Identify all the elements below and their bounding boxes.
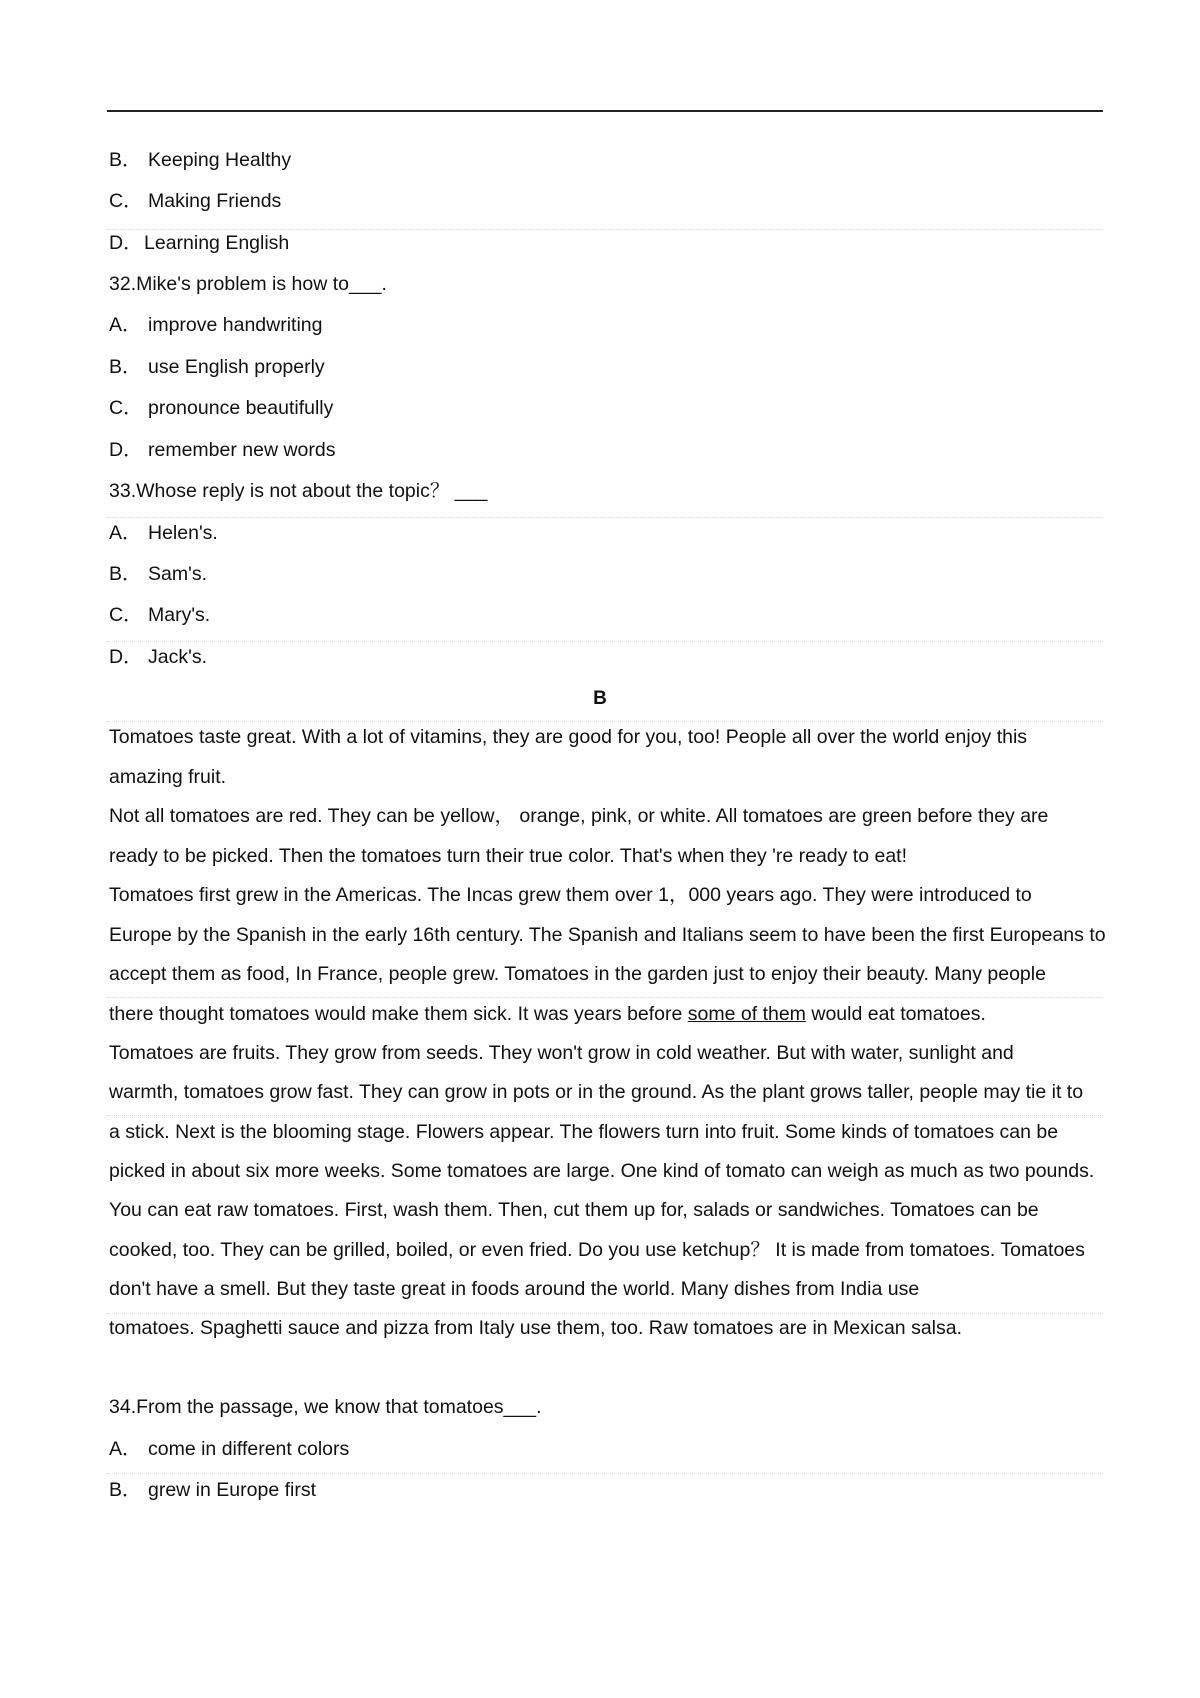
passage-line: You can eat raw tomatoes. First, wash them. Then, cut them up for, salads or sandwiches. Tomatoes can be	[109, 1199, 1039, 1221]
passage-line: warmth, tomatoes grow fast. They can grow in pots or in the ground. As the plant grows taller, people may tie it to	[109, 1081, 1084, 1103]
question-32-option-c	[109, 396, 333, 420]
question-32-option-a	[109, 313, 323, 337]
dotted-divider	[107, 641, 1103, 642]
option-text: improve handwriting	[148, 314, 323, 336]
passage-line: Europe by the Spanish in the early 16th century. The Spanish and Italians seem to have been the first Europeans to	[109, 924, 1106, 946]
question-31-option-d	[109, 231, 289, 255]
dotted-divider	[107, 517, 1103, 518]
option-letter: D．	[109, 232, 143, 254]
passage-line: Tomatoes taste great. With a lot of vitamins, they are good for you, too! People all over the world enjoy this	[109, 726, 1028, 748]
passage-line: a stick. Next is the blooming stage. Flowers appear. The flowers turn into fruit. Some kinds of tomatoes can be	[109, 1121, 1059, 1143]
option-text: Sam's.	[148, 563, 207, 585]
question-34-stem: 34.From the passage, we know that tomatoes___.	[109, 1396, 542, 1418]
passage-line: accept them as food, In France, people grew. Tomatoes in the garden just to enjoy their beauty. Many people	[109, 963, 1046, 985]
option-text: remember new words	[148, 439, 336, 461]
passage-line-with-underline	[109, 1002, 1105, 1026]
question-32-option-d	[109, 438, 335, 462]
option-text: grew in Europe first	[148, 1479, 316, 1501]
passage-text: there thought tomatoes would make them sick. It was years before	[109, 1003, 688, 1025]
option-letter: D．	[109, 646, 143, 668]
option-letter: D．	[109, 439, 143, 461]
option-letter: A．	[109, 522, 142, 544]
passage-line: Tomatoes are fruits. They grow from seeds. They won't grow in cold weather. But with water, sunlight and	[109, 1042, 1014, 1064]
question-31-option-c	[109, 189, 281, 213]
option-letter: C．	[109, 604, 143, 626]
question-33-option-a	[109, 521, 218, 545]
section-b-heading: B	[593, 688, 607, 709]
header-rule	[107, 110, 1103, 112]
underlined-phrase: some of them	[687, 1003, 806, 1025]
option-text: Making Friends	[148, 190, 282, 212]
option-letter: A．	[109, 314, 142, 336]
passage-line: tomatoes. Spaghetti sauce and pizza from Italy use them, too. Raw tomatoes are in Mexican salsa.	[109, 1317, 963, 1339]
question-31-option-b	[109, 148, 291, 172]
dotted-divider	[107, 1473, 1103, 1474]
dotted-divider	[107, 997, 1103, 998]
dotted-divider	[107, 721, 1103, 722]
dotted-divider	[107, 1115, 1103, 1116]
passage-line: Not all tomatoes are red. They can be yellow， orange, pink, or white. All tomatoes are green before they are	[109, 805, 1049, 827]
option-text: Learning English	[144, 232, 290, 254]
passage-line: ready to be picked. Then the tomatoes turn their true color. That's when they 're ready to eat!	[109, 845, 908, 867]
passage-line: don't have a smell. But they taste great in foods around the world. Many dishes from India use	[109, 1278, 920, 1300]
question-33-option-d	[109, 645, 207, 669]
option-text: Helen's.	[148, 522, 218, 544]
question-33-option-c	[109, 603, 210, 627]
option-letter: C．	[109, 190, 143, 212]
option-text: Mary's.	[148, 604, 211, 626]
passage-line: amazing fruit.	[109, 766, 227, 788]
option-text: Jack's.	[148, 646, 207, 668]
dotted-divider	[107, 229, 1103, 230]
option-letter: B．	[109, 149, 142, 171]
question-34-option-a	[109, 1437, 349, 1461]
question-33-stem: 33.Whose reply is not about the topic？ ___	[109, 480, 488, 502]
passage-line: picked in about six more weeks. Some tomatoes are large. One kind of tomato can weigh as much as two pounds.	[109, 1160, 1095, 1182]
option-text: come in different colors	[148, 1438, 350, 1460]
dotted-divider	[107, 1313, 1103, 1314]
option-letter: B．	[109, 356, 142, 378]
option-letter: B．	[109, 563, 142, 585]
question-32-stem: 32.Mike's problem is how to___.	[109, 273, 387, 295]
option-letter: A．	[109, 1438, 142, 1460]
question-33-option-b	[109, 562, 207, 586]
question-34-option-b	[109, 1478, 316, 1502]
passage-line: Tomatoes first grew in the Americas. The Incas grew them over 1，000 years ago. They were introduced to	[109, 884, 1032, 906]
option-text: use English properly	[148, 356, 325, 378]
question-32-option-b	[109, 355, 325, 379]
option-text: Keeping Healthy	[148, 149, 292, 171]
option-letter: B．	[109, 1479, 142, 1501]
option-letter: C．	[109, 397, 143, 419]
option-text: pronounce beautifully	[148, 397, 334, 419]
passage-text: would eat tomatoes.	[805, 1003, 986, 1025]
passage-line: cooked, too. They can be grilled, boiled, or even fried. Do you use ketchup？ It is made from tomatoes. Tomatoes	[109, 1239, 1085, 1261]
